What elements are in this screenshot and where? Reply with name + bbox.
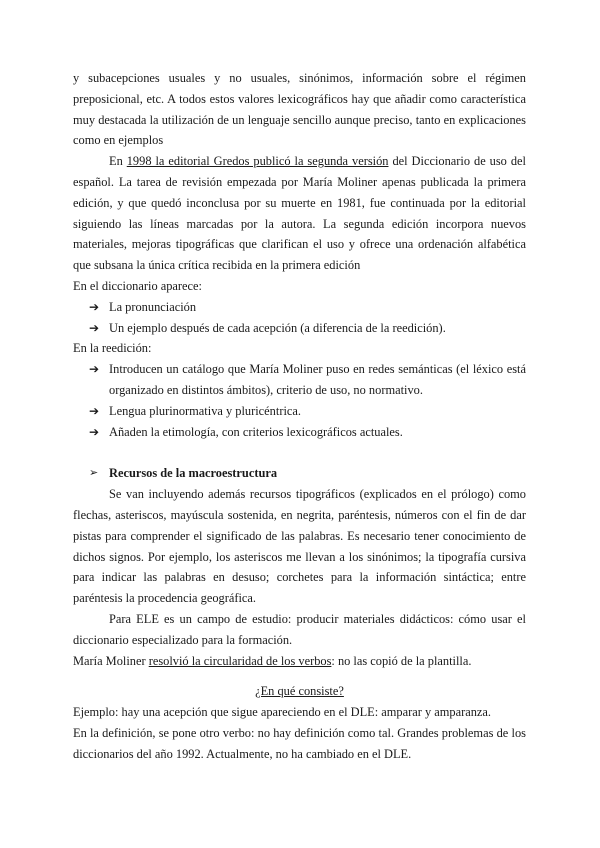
paragraph-circularidad-rest: : no las copió de la plantilla. bbox=[331, 653, 472, 668]
list-item-text: La pronunciación bbox=[109, 299, 197, 314]
arrow-right-icon: ➔ bbox=[89, 362, 100, 377]
list-item bbox=[73, 401, 526, 422]
list-aparece bbox=[73, 297, 526, 339]
paragraph-definicion: En la definición, se pone otro verbo: no hay definición como tal. Grandes problemas de los diccionarios del año 1992. Actualmente, no ha cambiado en el DLE. bbox=[73, 725, 526, 761]
document-page bbox=[73, 68, 526, 765]
paragraph-subacepciones: y subacepciones usuales y no usuales, sinónimos, información sobre el régimen preposicional, etc. A todos estos valores lexicográficos hay que añadir como característica muy destacada la utilización de un lenguaje sencillo aunque preciso, tanto en explicaciones como en ejemplos bbox=[73, 71, 526, 148]
paragraph-circularidad-prefix: María Moliner bbox=[73, 653, 149, 668]
paragraph-segunda-version-prefix: En bbox=[109, 154, 127, 169]
paragraph-en-el-diccionario: En el diccionario aparece: bbox=[73, 278, 202, 293]
paragraph-ejemplo: Ejemplo: hay una acepción que sigue apareciendo en el DLE: amparar y amparanza. bbox=[73, 705, 491, 720]
list-item-text: Introducen un catálogo que María Moliner puso en redes semánticas (el léxico está organizado en distintos ámbitos), criterio de uso, no normativo. bbox=[109, 362, 526, 397]
paragraph-segunda-version-rest: del Diccionario de uso del español. La tarea de revisión empezada por María Moliner apenas publicada la primera edición, y que quedó inconclusa por su muerte en 1981, fue continuada por la editorial siguiendo las líneas marcadas por la autora. La segunda edición incorpora nuevos materiales, mejoras tipográficas que clarifican el uso y ofrece una ordenación alfabética que subsana la única crítica recibida en la primera edición bbox=[73, 154, 526, 273]
centered-heading: ¿En qué consiste? bbox=[255, 684, 344, 699]
paragraph-circularidad bbox=[73, 651, 526, 672]
list-item bbox=[73, 422, 526, 443]
paragraph-en-la-reedicion: En la reedición: bbox=[73, 341, 152, 356]
list-item bbox=[73, 318, 526, 339]
list-reedicion bbox=[73, 359, 526, 442]
section-heading-text: Recursos de la macroestructura bbox=[109, 466, 278, 481]
paragraph-ele: Para ELE es un campo de estudio: producir materiales didácticos: cómo usar el diccionario especializado para la formación. bbox=[73, 611, 526, 647]
arrow-right-icon: ➔ bbox=[89, 403, 100, 418]
arrow-right-icon: ➔ bbox=[89, 424, 100, 439]
list-item-text: Lengua plurinormativa y pluricéntrica. bbox=[109, 403, 301, 418]
paragraph-segunda-version bbox=[73, 151, 526, 276]
arrow-right-icon: ➔ bbox=[89, 299, 100, 314]
arrow-right-icon: ➔ bbox=[89, 320, 100, 335]
list-item-text: Un ejemplo después de cada acepción (a diferencia de la reedición). bbox=[109, 320, 446, 335]
list-item-text: Añaden la etimología, con criterios lexicográficos actuales. bbox=[109, 424, 403, 439]
paragraph-recursos: Se van incluyendo además recursos tipográficos (explicados en el prólogo) como flechas, asteriscos, mayúscula sostenida, en negrita, paréntesis, números con el fin de dar pistas para comprender el significado de las palabras. Es necesario tener conocimiento de dichos signos. Por ejemplo, los asteriscos me llevan a los sinónimos; la tipografía cursiva para indicar las palabras en desuso; corchetes para la información sintáctica; entre paréntesis la procedencia geográfica. bbox=[73, 487, 526, 606]
spacer bbox=[73, 671, 526, 681]
underlined-phrase-circularidad: resolvió la circularidad de los verbos bbox=[148, 653, 332, 668]
section-heading bbox=[73, 463, 526, 484]
arrowhead-right-icon: ➢ bbox=[89, 466, 99, 480]
list-item bbox=[73, 359, 526, 401]
underlined-phrase-1998: 1998 la editorial Gredos publicó la segunda versión bbox=[126, 154, 389, 169]
list-item bbox=[73, 297, 526, 318]
